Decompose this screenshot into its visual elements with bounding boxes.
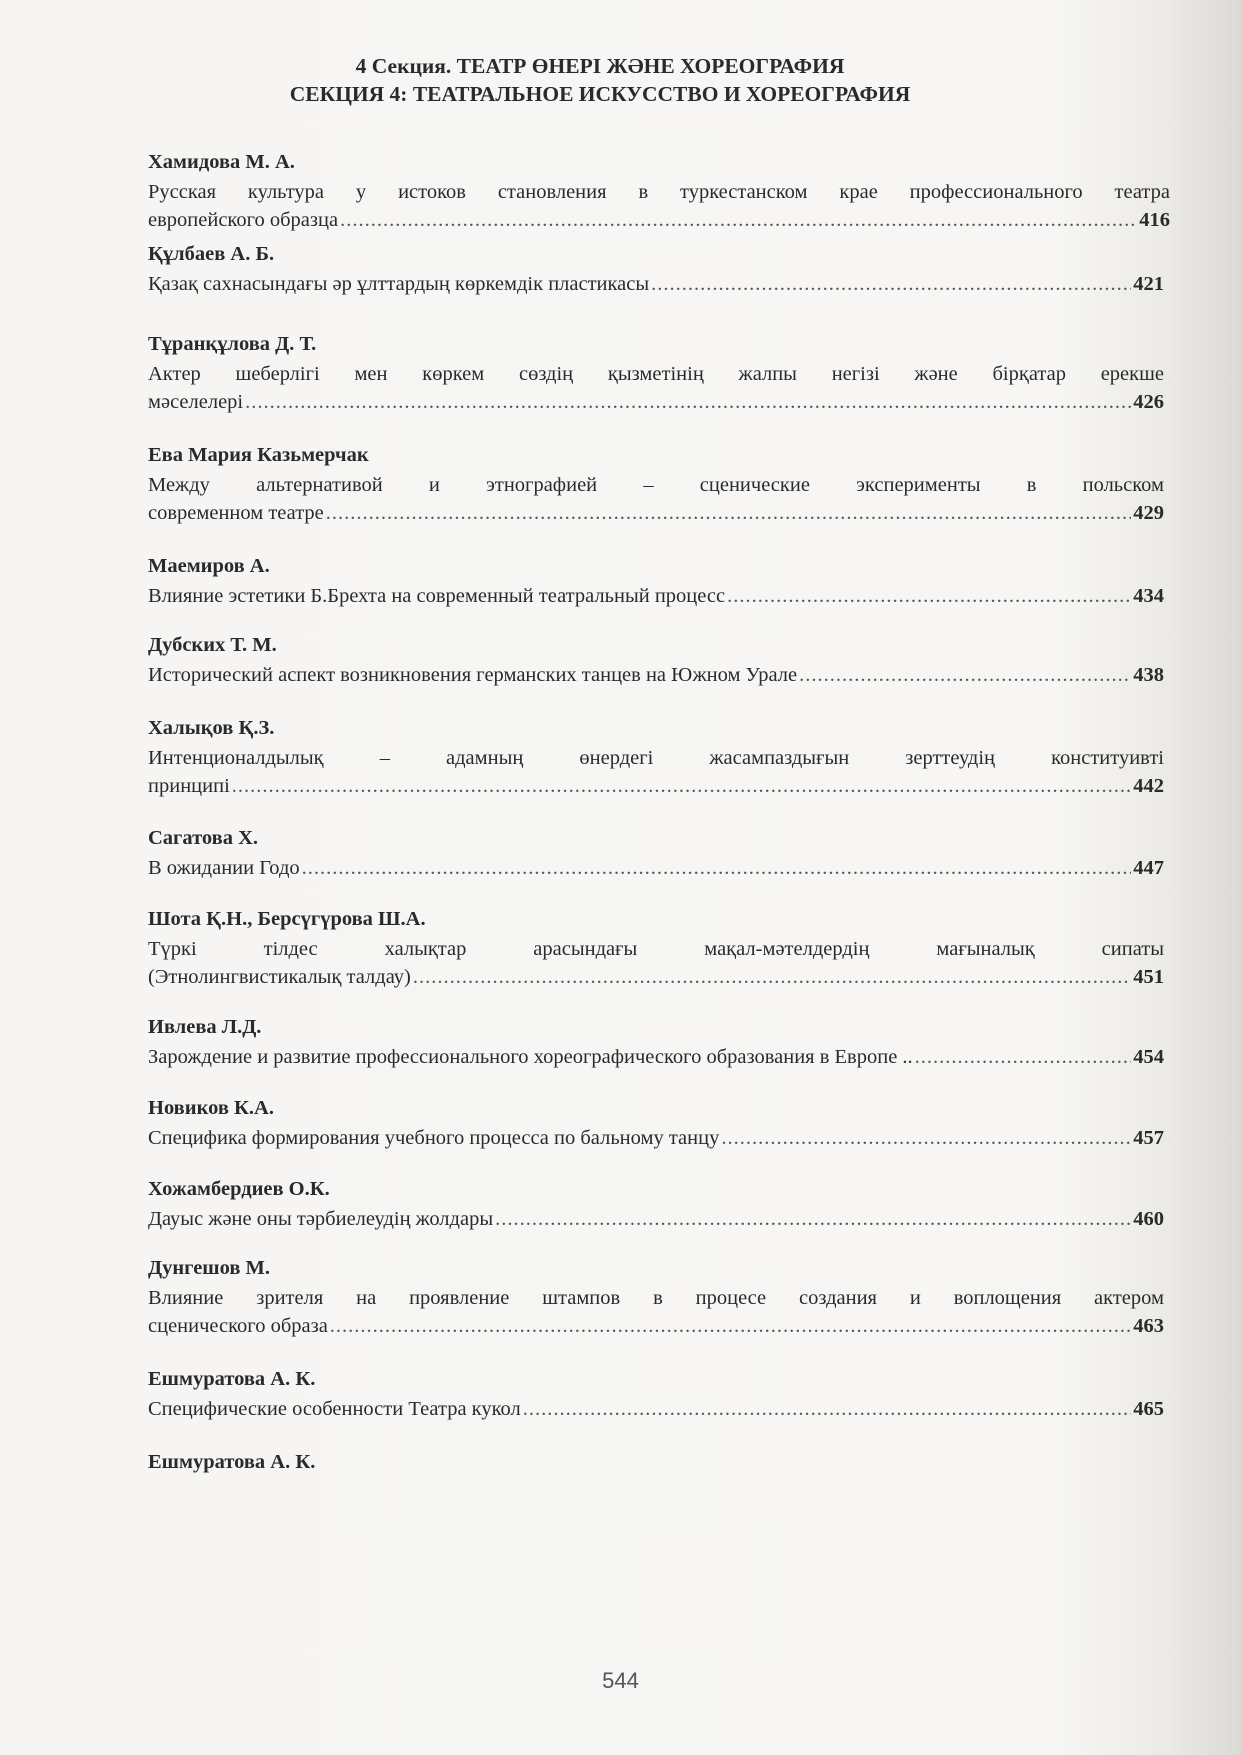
toc-entry: [148, 148, 1170, 234]
toc-page-number: 421: [1133, 273, 1164, 295]
toc-title-text: Специфические особенности Театра кукол: [148, 1398, 521, 1420]
toc-entry: [148, 714, 1164, 800]
toc-entry: [148, 1254, 1164, 1340]
dot-leader: [330, 1312, 1131, 1340]
toc-page-number: 465: [1133, 1398, 1164, 1420]
dot-leader: [340, 206, 1137, 234]
dot-leader: [413, 963, 1131, 991]
dot-leader: [245, 388, 1131, 416]
toc-title-last-line: [148, 854, 1164, 882]
toc-title-text: мәселелері: [148, 391, 244, 413]
dot-leader: [523, 1395, 1132, 1423]
toc-author: Халықов Қ.З.: [148, 717, 275, 739]
toc-page-number: 434: [1133, 585, 1164, 607]
toc-author: Хожамбердиев О.К.: [148, 1178, 330, 1200]
toc-entry: [148, 1094, 1164, 1152]
dot-leader: [915, 1043, 1132, 1071]
toc-title-line: Интенционалдылық – адамның өнердегі жасампаздығын зерттеудің конституивті: [148, 747, 1164, 769]
section-title-kazakh: 4 Секция. ТЕАТР ӨНЕРІ ЖӘНЕ ХОРЕОГРАФИЯ: [355, 54, 845, 78]
toc-title-text: Қазақ сахнасындағы әр ұлттардың көркемдік пластикасы: [148, 273, 650, 295]
section-header: [150, 52, 1050, 108]
dot-leader: [799, 661, 1131, 689]
toc-page-number: 457: [1133, 1127, 1164, 1149]
toc-title-last-line: [148, 1205, 1164, 1233]
toc-page-number: 426: [1133, 391, 1164, 413]
toc-title-last-line: [148, 206, 1170, 234]
toc-title-text: Специфика формирования учебного процесса по бальному танцу: [148, 1127, 720, 1149]
toc-title-text: современном театре: [148, 502, 324, 524]
toc-entry: [148, 1175, 1164, 1233]
toc-page-number: 442: [1133, 775, 1164, 797]
toc-author: Ешмуратова А. К.: [148, 1368, 316, 1390]
toc-author: Новиков К.А.: [148, 1097, 274, 1119]
toc-author: Құлбаев А. Б.: [148, 243, 275, 265]
toc-title-last-line: [148, 388, 1164, 416]
dot-leader: [651, 270, 1131, 298]
toc-entry: [148, 1448, 1164, 1478]
toc-author: Дунгешов М.: [148, 1257, 271, 1279]
toc-title-text: принципі: [148, 775, 230, 797]
toc-entry: [148, 824, 1164, 882]
toc-title-line: Түркі тілдес халықтар арасындағы мақал-мәтелдердің мағыналық сипаты: [148, 938, 1164, 960]
toc-page-number: 416: [1139, 209, 1170, 231]
toc-page-number: 460: [1133, 1208, 1164, 1230]
dot-leader: [721, 1124, 1131, 1152]
dot-leader: [232, 772, 1131, 800]
toc-title-line: Между альтернативой и этнографией – сценические эксперименты в польском: [148, 474, 1164, 496]
toc-title-last-line: [148, 1395, 1164, 1423]
toc-title-line: Актер шеберлігі мен көркем сөздің қызметінің жалпы негізі және бірқатар ерекше: [148, 363, 1164, 385]
toc-title-text: Исторический аспект возникновения германских танцев на Южном Урале: [148, 664, 798, 686]
toc-page-number: 447: [1133, 857, 1164, 879]
toc-author: Сагатова Х.: [148, 827, 258, 849]
toc-entry: [148, 552, 1164, 610]
toc-title-last-line: [148, 499, 1164, 527]
toc-page-number: 438: [1133, 664, 1164, 686]
toc-page-number: 454: [1133, 1046, 1164, 1068]
toc-title-last-line: [148, 582, 1164, 610]
toc-title-text: Дауыс және оны тәрбиелеудің жолдары: [148, 1208, 494, 1230]
toc-author: Шота Қ.Н., Берсүгүрова Ш.А.: [148, 908, 426, 930]
toc-title-last-line: [148, 270, 1164, 298]
page-number: 544: [602, 1668, 639, 1693]
toc-title-text: Влияние эстетики Б.Брехта на современный театральный процесс: [148, 585, 726, 607]
toc-title-last-line: [148, 1312, 1164, 1340]
toc-page-number: 451: [1133, 966, 1164, 988]
toc-title-text: Зарождение и развитие профессионального хореографического образования в Европе ..: [148, 1046, 913, 1068]
dot-leader: [727, 582, 1131, 610]
toc-author: Ивлева Л.Д.: [148, 1016, 262, 1038]
section-title-russian: СЕКЦИЯ 4: ТЕАТРАЛЬНОЕ ИСКУССТВО И ХОРЕОГРАФИЯ: [289, 82, 911, 106]
toc-author: Хамидова М. А.: [148, 151, 295, 173]
dot-leader: [302, 854, 1132, 882]
toc-title-last-line: [148, 772, 1164, 800]
toc-title-line: Русская культура у истоков становления в туркестанском крае профессионального театра: [148, 181, 1170, 203]
toc-author: Дубских Т. М.: [148, 634, 277, 656]
dot-leader: [495, 1205, 1131, 1233]
toc-entry: [148, 905, 1164, 991]
toc-title-text: В ожидании Годо: [148, 857, 300, 879]
toc-entry: [148, 330, 1164, 416]
toc-author: Ева Мария Казьмерчак: [148, 444, 369, 466]
toc-author: Тұранқұлова Д. Т.: [148, 333, 317, 355]
toc-author: Маемиров А.: [148, 555, 270, 577]
dot-leader: [326, 499, 1131, 527]
toc-entry: [148, 631, 1164, 689]
toc-title-text: сценического образа: [148, 1315, 328, 1337]
toc-page-number: 429: [1133, 502, 1164, 524]
toc-entry: [148, 240, 1164, 298]
toc-title-text: европейского образца: [148, 209, 339, 231]
toc-author: Ешмуратова А. К.: [148, 1451, 316, 1473]
toc-title-last-line: [148, 1124, 1164, 1152]
toc-page-number: 463: [1133, 1315, 1164, 1337]
toc-entry: [148, 441, 1164, 527]
toc-entry: [148, 1013, 1164, 1071]
toc-title-last-line: [148, 963, 1164, 991]
toc-title-last-line: [148, 1043, 1164, 1071]
toc-title-line: Влияние зрителя на проявление штампов в процесе создания и воплощения актером: [148, 1287, 1164, 1309]
toc-title-text: (Этнолингвистикалық талдау): [148, 966, 411, 988]
toc-entry: [148, 1365, 1164, 1423]
toc-title-last-line: [148, 661, 1164, 689]
